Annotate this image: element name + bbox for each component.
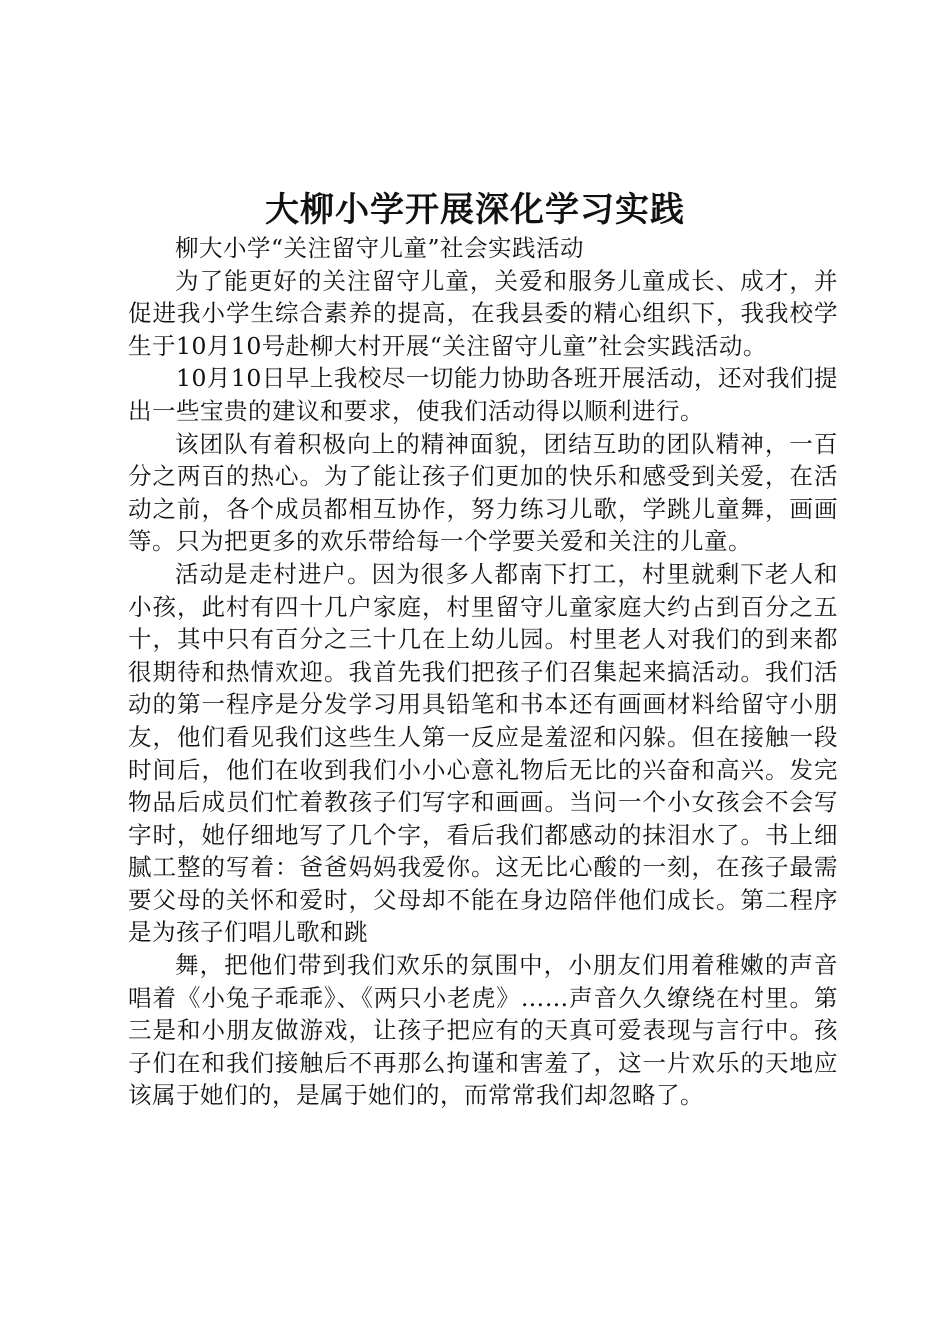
paragraph-4: 活动是走村进户。因为很多人都南下打工，村里就剩下老人和小孩，此村有四十几户家庭，村里留守儿童家庭大约占到百分之五十，其中只有百分之三十几在上幼儿园。村里老人对我们的到来都很期待和热情欢迎。我首先我们把孩子们召集起来搞活动。我们活动的第一程序是分发学习用具铅笔和书本还有画画材料给留守小朋友，他们看见我们这些生人第一反应是羞涩和闪躲。但在接触一段时间后，他们在收到我们小小心意礼物后无比的兴奋和高兴。发完物品后成员们忙着教孩子们写字和画画。当问一个小女孩会不会写字时，她仔细地写了几个字，看后我们都感动的抹泪水了。书上细腻工整的写着：爸爸妈妈我爱你。这无比心酸的一刻，在孩子最需要父母的关怀和爱时，父母却不能在身边陪伴他们成长。第二程序是为孩子们唱儿歌和跳 bbox=[128, 559, 838, 947]
paragraph-1: 为了能更好的关注留守儿童，关爱和服务儿童成长、成才，并促进我小学生综合素养的提高，在我县委的精心组织下，我我校学生于10月10号赴柳大村开展“关注留守儿童”社会实践活动。 bbox=[128, 266, 838, 360]
document-subtitle: 柳大小学“关注留守儿童”社会实践活动 bbox=[175, 234, 585, 262]
paragraph-3: 该团队有着积极向上的精神面貌，团结互助的团队精神，一百分之两百的热心。为了能让孩子们更加的快乐和感受到关爱，在活动之前，各个成员都相互协作，努力练习儿歌，学跳儿童舞，画画等。只为把更多的欢乐带给每一个学要关爱和关注的儿童。 bbox=[128, 429, 838, 556]
paragraph-2: 10月10日早上我校尽一切能力协助各班开展活动，还对我们提出一些宝贵的建议和要求，使我们活动得以顺利进行。 bbox=[128, 364, 838, 425]
paragraph-5: 舞，把他们带到我们欢乐的氛围中，小朋友们用着稚嫩的声音唱着《小兔子乖乖》、《两只小老虎》……声音久久缭绕在村里。第三是和小朋友做游戏，让孩子把应有的天真可爱表现与言行中。孩子们在和我们接触后不再那么拘谨和害羞了，这一片欢乐的天地应该属于她们的，是属于她们的，而常常我们却忽略了。 bbox=[128, 951, 838, 1110]
document-title: 大柳小学开展深化学习实践 bbox=[265, 190, 685, 230]
document-body bbox=[128, 232, 838, 1112]
